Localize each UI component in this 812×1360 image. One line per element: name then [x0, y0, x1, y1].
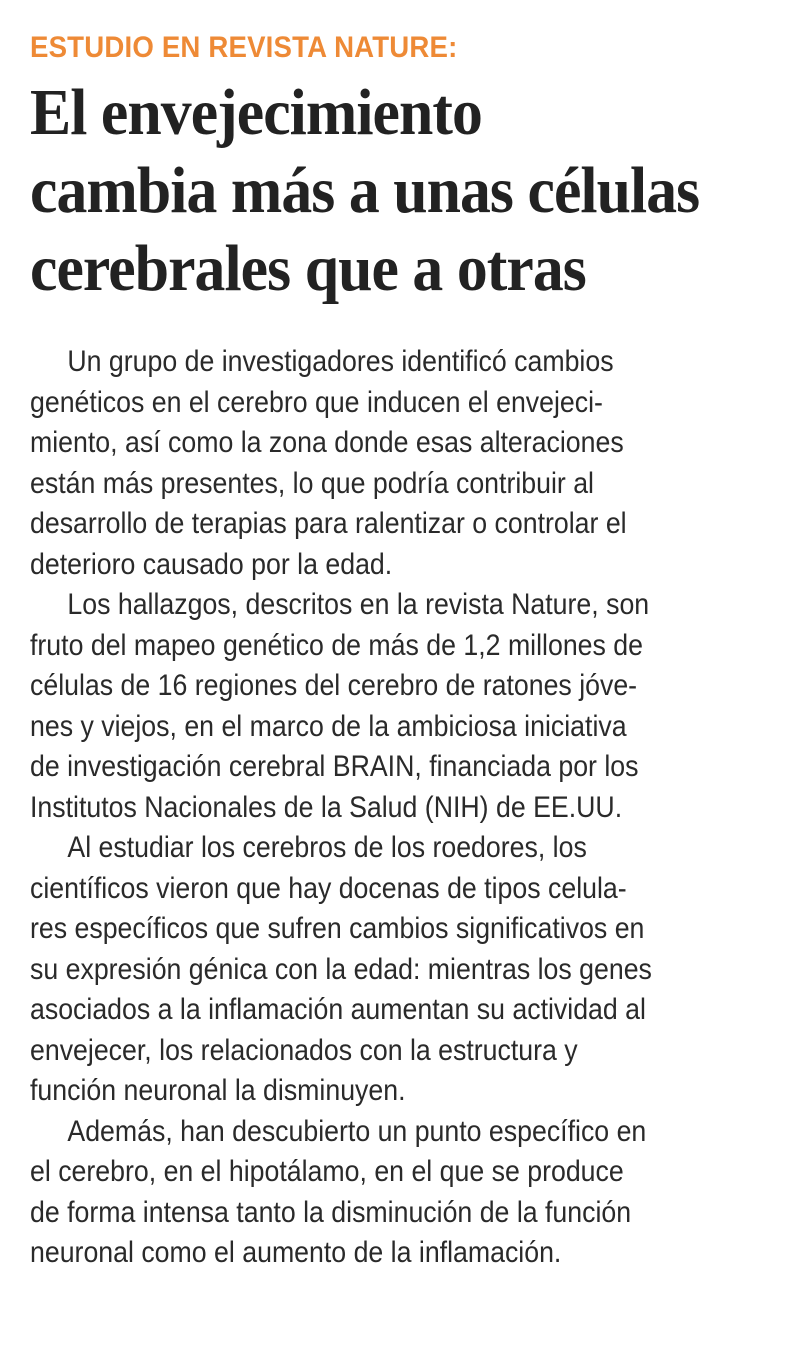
body-line: nes y viejos, en el marco de la ambiciosa iniciativa — [30, 709, 627, 743]
body-line: Además, han descubierto un punto específico en — [67, 1114, 647, 1148]
article-headline — [30, 74, 795, 308]
body-line: su expresión génica con la edad: mientras los genes — [30, 952, 652, 986]
body-line: Los hallazgos, descritos en la revista Nature, son — [67, 588, 650, 621]
body-line: genéticos en el cerebro que inducen el envejeci- — [30, 385, 603, 419]
body-line: científicos vieron que hay docenas de tipos celula- — [30, 871, 627, 905]
body-line: función neuronal la disminuyen. — [30, 1074, 406, 1107]
headline-line: cambia más a unas células — [30, 154, 700, 227]
paragraph-4 — [30, 1112, 795, 1274]
body-line: Al estudiar los cerebros de los roedores, los — [67, 831, 587, 864]
body-line: el cerebro, en el hipotálamo, en el que se produce — [30, 1155, 624, 1188]
body-line: res específicos que sufren cambios significativos en — [30, 912, 645, 945]
paragraph-1 — [30, 342, 795, 585]
body-line: fruto del mapeo genético de más de 1,2 millones de — [30, 628, 644, 662]
paragraph-3 — [30, 828, 795, 1112]
headline-line: cerebrales que a otras — [30, 232, 586, 305]
body-line: están más presentes, lo que podría contribuir al — [30, 466, 594, 500]
news-article — [30, 28, 795, 1274]
body-line: Institutos Nacionales de la Salud (NIH) de EE.UU. — [30, 790, 623, 824]
article-body — [30, 342, 795, 1274]
body-line: desarrollo de terapias para ralentizar o controlar el — [30, 507, 627, 540]
body-line: de investigación cerebral BRAIN, financiada por los — [30, 750, 639, 783]
body-line: células de 16 regiones del cerebro de ratones jóve- — [30, 669, 638, 702]
body-line: neuronal como el aumento de la inflamación. — [30, 1236, 562, 1269]
body-line: Un grupo de investigadores identificó cambios — [67, 345, 614, 378]
body-line: asociados a la inflamación aumentan su actividad al — [30, 993, 646, 1026]
body-line: de forma intensa tanto la disminución de la función — [30, 1195, 632, 1229]
body-line: miento, así como la zona donde esas alteraciones — [30, 426, 624, 459]
paragraph-2 — [30, 585, 795, 828]
article-kicker: ESTUDIO EN REVISTA NATURE: — [30, 31, 458, 64]
headline-line: El envejecimiento — [30, 76, 482, 149]
body-line: envejecer, los relacionados con la estructura y — [30, 1033, 578, 1067]
body-line: deterioro causado por la edad. — [30, 547, 393, 581]
